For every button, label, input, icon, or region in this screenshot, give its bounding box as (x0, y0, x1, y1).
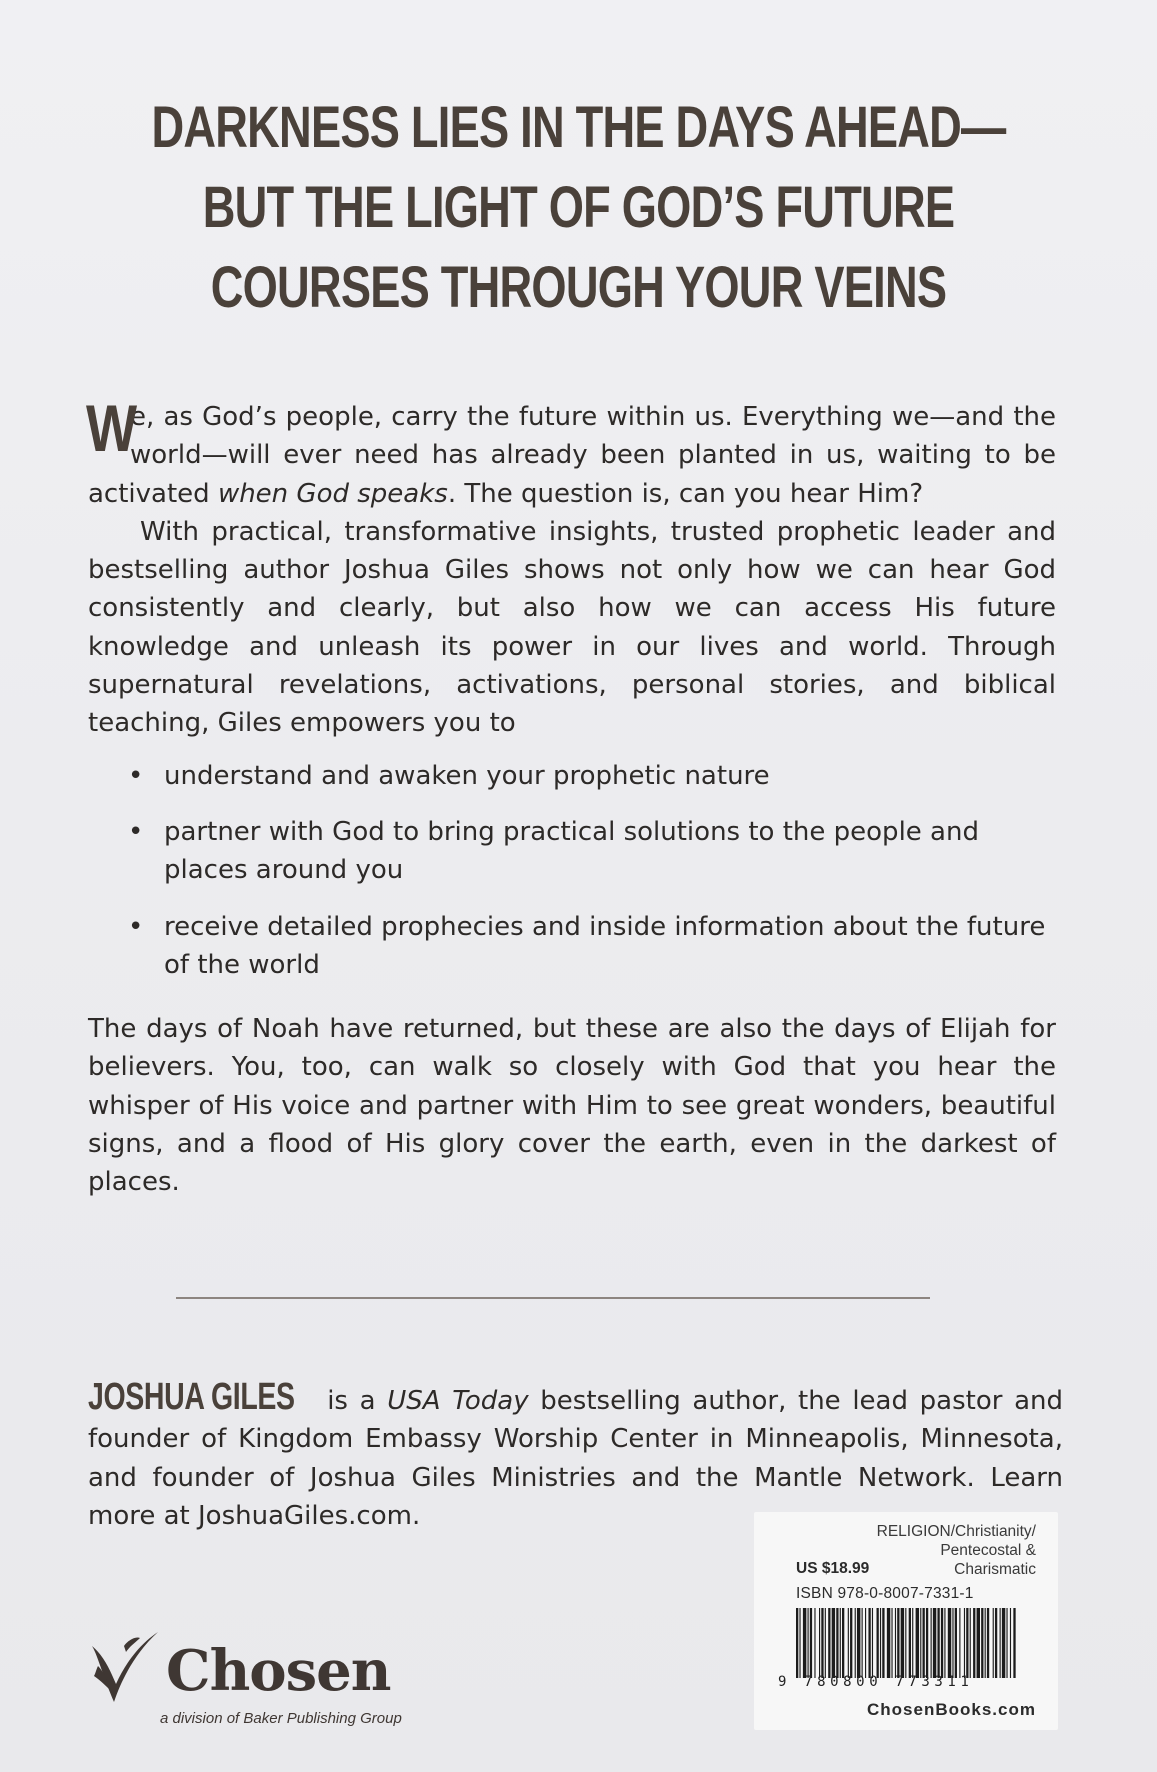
headline (127, 88, 1029, 328)
closing-paragraph: The days of Noah have returned, but these are also the days of Elijah for believers. You, too, can walk so closely with God that you hear the whisper of His voice and partner with Him to see great wonders, beautiful signs, and a flood of His glory cover the earth, even in the darkest of places. (88, 1014, 1056, 1198)
bullet-list (88, 757, 1056, 984)
bullet-text: receive detailed prophecies and inside information about the future of the world (164, 911, 1046, 980)
price-label: US $18.99 (796, 1560, 870, 1577)
bullet-icon: • (128, 911, 144, 942)
headline-line-1: DARKNESS LIES IN THE DAYS AHEAD— (151, 95, 1006, 160)
author-bio-text-end: bestselling author, the lead pastor and founder of Kingdom Embassy Worship Center in Minneapolis, Minnesota, and founder of Joshua Giles Ministries and the Mantle Network. Learn more at JoshuaGiles.com. (88, 1386, 1063, 1531)
list-item (88, 757, 1056, 795)
price-barcode-box (754, 1512, 1058, 1730)
chosen-logo-icon (84, 1626, 164, 1716)
isbn-label: ISBN 978-0-8007-7331-1 (796, 1585, 974, 1602)
publisher-logo (84, 1618, 484, 1738)
bullet-text: partner with God to bring practical solutions to the people and places around you (164, 816, 979, 886)
description (86, 391, 1056, 1202)
headline-line-2: BUT THE LIGHT OF GOD’S FUTURE (202, 175, 955, 240)
author-name: JOSHUA GILES (88, 1376, 295, 1418)
category-line-3: Charismatic (954, 1561, 1036, 1578)
intro-emphasis: when God speaks (217, 478, 448, 509)
second-paragraph: With practical, transformative insights, trusted prophetic leader and bestselling author Joshua Giles shows not only how we can hear God consistently and clearly, but also how we can access His future knowledge and unleash its power in our lives and world. Through supernatural revelations, activations, personal stories, and biblical teaching, Giles empowers you to (88, 516, 1056, 739)
bullet-text: understand and awaken your prophetic nature (164, 760, 770, 791)
headline-line-3: COURSES THROUGH YOUR VEINS (210, 255, 947, 320)
barcode-icon (796, 1608, 1018, 1678)
intro-text: e, as God’s people, carry the future within us. Everything we—and the world—will ever need has already been planted in us, waiting to be activated (88, 402, 1056, 509)
divider (176, 1297, 930, 1299)
barcode-digits: 9 780800 773311 (778, 1674, 974, 1690)
publisher-tagline: a division of Baker Publishing Group (160, 1710, 402, 1727)
bullet-icon: • (128, 760, 144, 791)
bullet-icon: • (128, 816, 144, 847)
intro-paragraph (86, 391, 1056, 513)
category-line-1: RELIGION/Christianity/ (876, 1523, 1036, 1540)
author-bio-text: is a (315, 1386, 388, 1416)
website-label: ChosenBooks.com (867, 1700, 1036, 1719)
list-item (88, 908, 1056, 985)
publisher-name: Chosen (166, 1638, 391, 1704)
drop-cap: W (86, 391, 138, 465)
list-item (88, 813, 1056, 890)
category-line-2: Pentecostal & (940, 1542, 1036, 1559)
author-bio-emphasis: USA Today (387, 1386, 529, 1416)
intro-text-end: . The question is, can you hear Him? (447, 478, 924, 509)
